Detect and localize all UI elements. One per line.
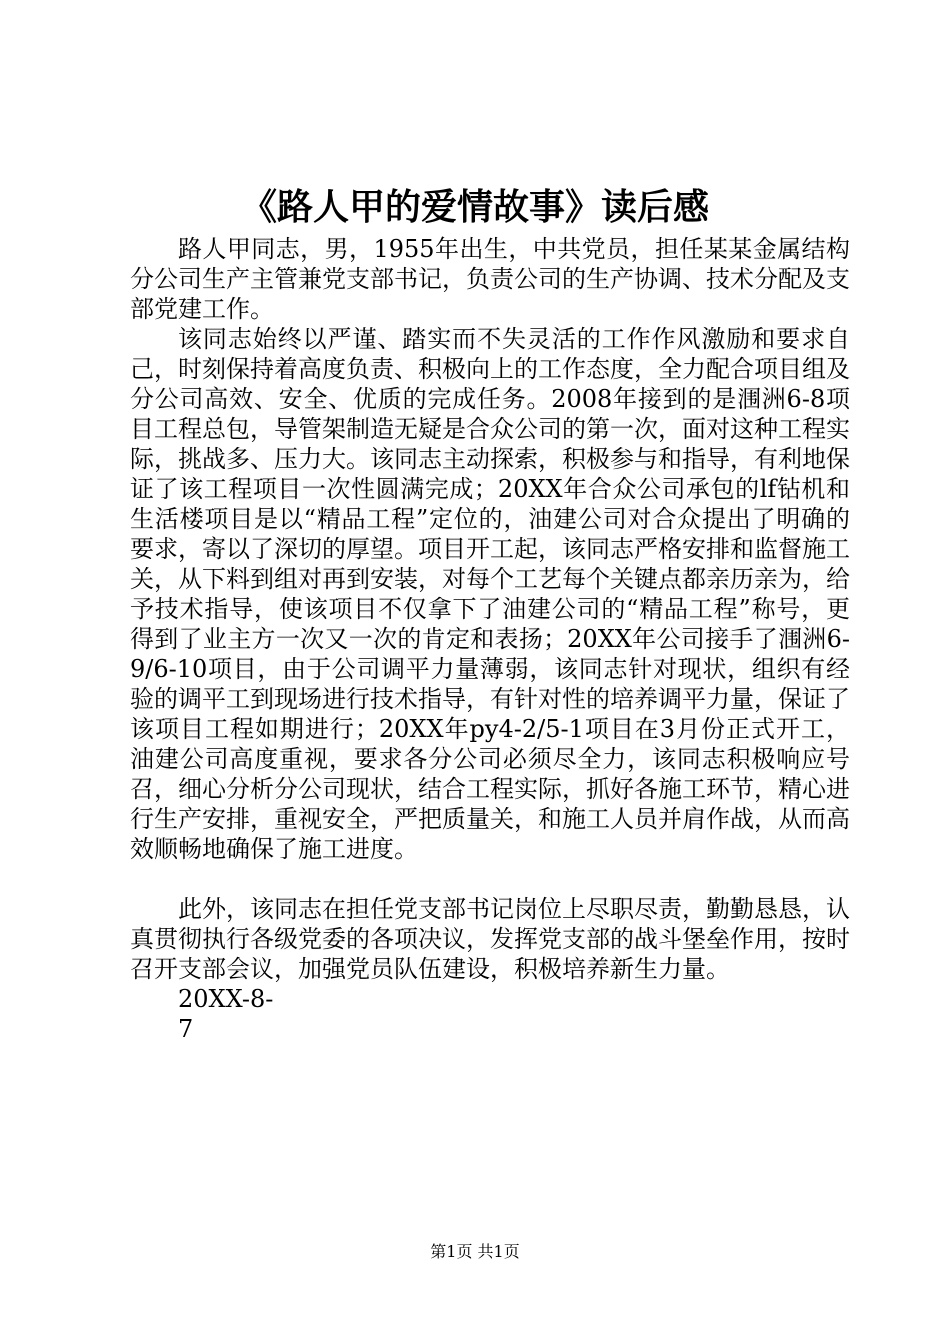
paragraph-intro: 路人甲同志，男，1955年出生，中共党员，担任某某金属结构分公司生产主管兼党支部书记，负责公司的生产协调、技术分配及支部党建工作。 [130, 235, 850, 323]
paragraph-party-work: 此外，该同志在担任党支部书记岗位上尽职尽责，勤勤恳恳，认真贯彻执行各级党委的各项决议，发挥党支部的战斗堡垒作用，按时召开支部会议，加强党员队伍建设，积极培养新生力量。 [130, 895, 850, 983]
document-title: 《路人甲的爱情故事》读后感 [240, 186, 709, 228]
paragraph-work-record: 该同志始终以严谨、踏实而不失灵活的工作作风激励和要求自己，时刻保持着高度负责、积极向上的工作态度，全力配合项目组及分公司高效、安全、优质的完成任务。2008年接到的是涠洲6-8项目工程总包，导管架制造无疑是合众公司的第一次，面对这种工程实际，挑战多、压力大。该同志主动探索，积极参与和指导，有利地保证了该工程项目一次性圆满完成；20XX年合众公司承包的lf钻机和生活楼项目是以“精品工程”定位的，油建公司对合众提出了明确的要求，寄以了深切的厚望。项目开工起，该同志严格安排和监督施工关，从下料到组对再到安装，对每个工艺每个关键点都亲历亲为，给予技术指导，使该项目不仅拿下了油建公司的“精品工程”称号，更得到了业主方一次又一次的肯定和表扬；20XX年公司接手了涠洲6-9/6-10项目，由于公司调平力量薄弱，该同志针对现状，组织有经验的调平工到现场进行技术指导，有针对性的培养调平力量，保证了该项目工程如期进行；20XX年py4-2/5-1项目在3月份正式开工，油建公司高度重视，要求各分公司必须尽全力，该同志积极响应号召，细心分析分公司现状，结合工程实际，抓好各施工环节，精心进行生产安排，重视安全，严把质量关，和施工人员并肩作战，从而高效顺畅地确保了施工进度。 [130, 325, 850, 863]
document-body [130, 234, 850, 1044]
document-date: 20XX-8-7 [178, 985, 274, 1043]
page-footer: 第1页 共1页 [430, 1242, 520, 1261]
